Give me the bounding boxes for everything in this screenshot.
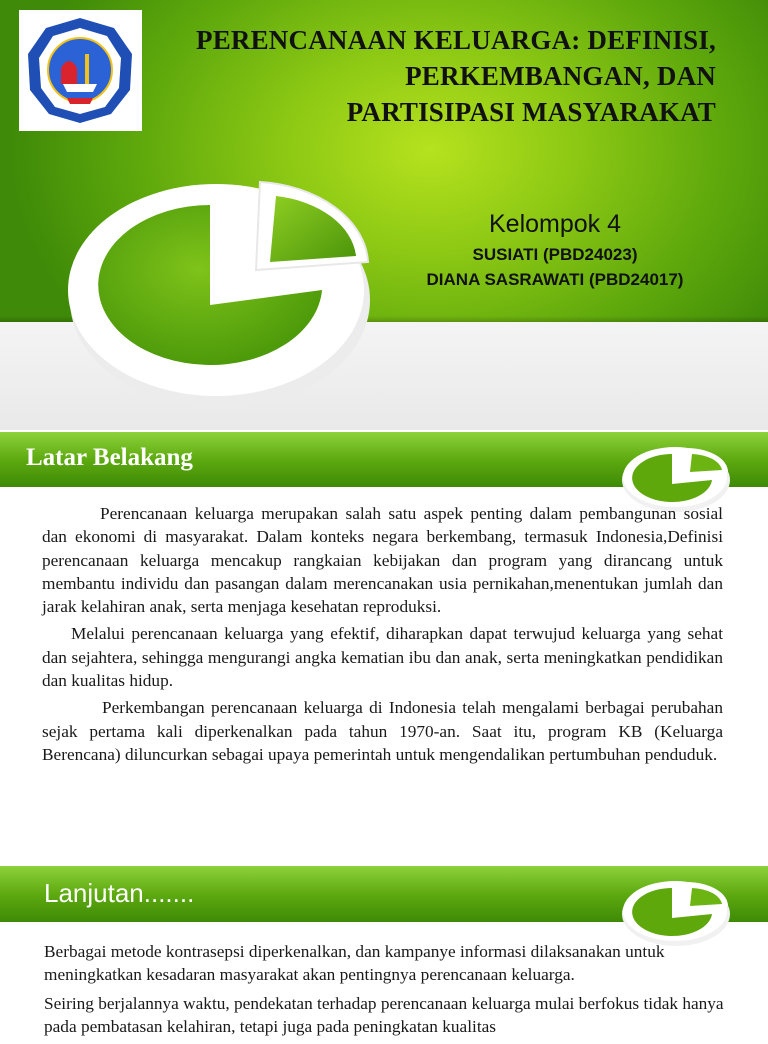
slide-body [42, 502, 723, 770]
background-slide [0, 432, 768, 864]
presentation-title [150, 22, 716, 130]
paragraph: Melalui perencanaan keluarga yang efektif, diharapkan dapat terwujud keluarga yang sehat dan sejahtera, sehingga mengurangi angka kematian ibu dan anak, serta meningkatkan pendidikan dan kualitas hidup. [42, 624, 723, 691]
title-line: PERKEMBANGAN, DAN [405, 61, 716, 91]
pie-chart-graphic [60, 150, 420, 410]
group-label: Kelompok 4 [488, 210, 622, 238]
continuation-slide [0, 866, 768, 1036]
paragraph: Seiring berjalannya waktu, pendekatan terhadap perencanaan keluarga mulai berfokus tidak hanya pada pembatasan kelahiran, tetapi juga pada peningkatan kualitas [44, 994, 724, 1036]
pie-chart-graphic [620, 874, 738, 948]
paragraph: Perencanaan keluarga merupakan salah satu aspek penting dalam pembangunan sosial dan ekonomi di masyarakat. Dalam konteks negara berkembang, termasuk Indonesia,Definisi perencanaan keluarga mencakup rangkaian kebijakan dan program yang dirancang untuk membantu individu dan pasangan dalam merencanakan usia pernikahan,menentukan jumlah dan jarak kelahiran anak, serta menjaga kesehatan reproduksi. [42, 504, 723, 617]
institution-logo [19, 10, 142, 131]
member-name: SUSIATI (PBD24023) [472, 245, 638, 264]
slide-heading: Lanjutan....... [44, 878, 195, 908]
slide-heading: Latar Belakang [26, 444, 193, 471]
paragraph: Berbagai metode kontrasepsi diperkenalkan, dan kampanye informasi dilaksanakan untuk meningkatkan kesadaran masyarakat akan pentingnya perencanaan keluarga. [44, 942, 665, 984]
slide-body [44, 940, 724, 1044]
member-name: DIANA SASRAWATI (PBD24017) [426, 270, 684, 289]
title-line: PARTISIPASI MASYARAKAT [346, 97, 716, 127]
institution-emblem-icon [19, 10, 142, 131]
group-info [380, 208, 730, 292]
title-slide [0, 0, 768, 430]
paragraph: Perkembangan perencanaan keluarga di Indonesia telah mengalami berbagai perubahan sejak pertama kali diperkenalkan pada tahun 1970-an. Saat itu, program KB (Keluarga Berencana) diluncurkan sebagai upaya pemerintah untuk mengendalikan pertumbuhan penduduk. [42, 698, 723, 764]
title-line: PERENCANAAN KELUARGA: DEFINISI, [196, 25, 716, 55]
